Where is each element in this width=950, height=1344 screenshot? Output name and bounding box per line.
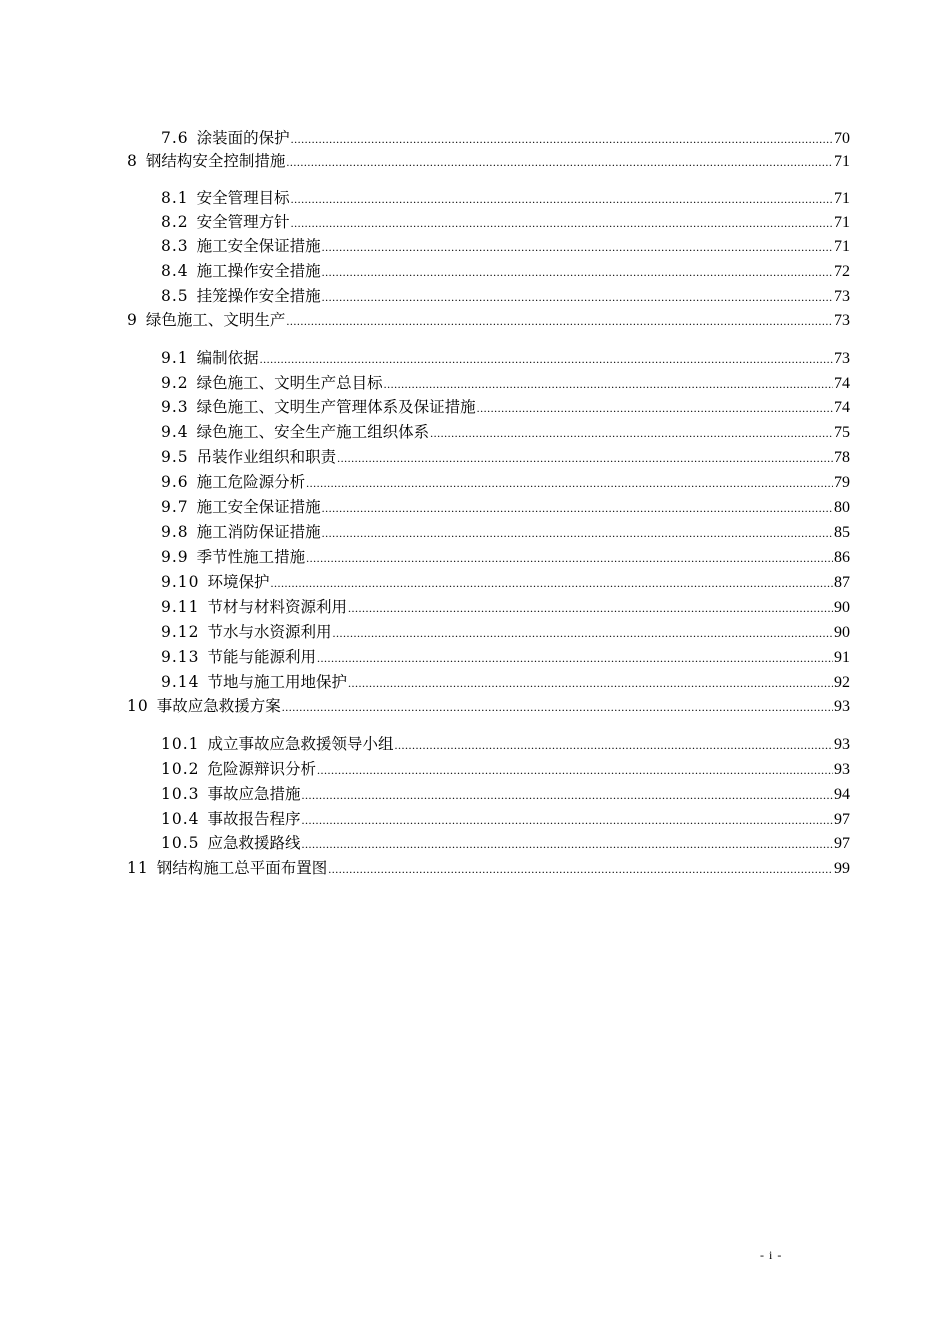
toc-dot-leader (333, 622, 833, 644)
page-number-footer: - i - (760, 1248, 783, 1262)
toc-entry-number: 9.9 (161, 548, 189, 566)
toc-entry-number: 9.12 (161, 623, 200, 641)
toc-entry-title: 事故报告程序 (207, 810, 301, 828)
toc-entry-title: 安全管理方针 (196, 213, 290, 231)
toc-entry-number: 10.1 (161, 735, 200, 753)
toc-dot-leader (348, 597, 833, 619)
toc-entry-title: 节能与能源利用 (207, 648, 317, 666)
toc-entry[interactable] (161, 621, 850, 643)
toc-entry-number: 10 (127, 697, 149, 715)
toc-entry-page: 86 (834, 549, 850, 566)
toc-entry-title: 涂装面的保护 (196, 129, 290, 147)
toc-entry[interactable] (161, 347, 850, 369)
toc-entry[interactable] (161, 571, 850, 593)
toc-entry[interactable] (161, 396, 850, 418)
toc-dot-leader (302, 809, 833, 831)
toc-entry[interactable] (161, 446, 850, 468)
toc-entry-title: 绿色施工、文明生产管理体系及保证措施 (196, 398, 476, 416)
toc-entry[interactable] (127, 857, 850, 879)
toc-entry[interactable] (161, 832, 850, 854)
toc-entry[interactable] (161, 733, 850, 755)
toc-entry[interactable] (161, 372, 850, 394)
toc-entry-page: 92 (834, 674, 850, 691)
toc-entry[interactable] (127, 695, 850, 717)
toc-entry-number: 8.4 (161, 262, 189, 280)
toc-entry[interactable] (127, 150, 850, 172)
toc-entry-number: 9.7 (161, 498, 189, 516)
toc-entry[interactable] (161, 496, 850, 518)
toc-entry-number: 10.3 (161, 785, 200, 803)
toc-entry-page: 94 (834, 786, 850, 803)
toc-entry-title: 吊装作业组织和职责 (196, 448, 337, 466)
toc-entry-title: 编制依据 (196, 349, 259, 367)
toc-entry-page: 93 (834, 761, 850, 778)
toc-dot-leader (286, 310, 833, 332)
toc-entry[interactable] (161, 546, 850, 568)
toc-entry-number: 9 (127, 311, 138, 329)
toc-entry-title: 施工安全保证措施 (196, 237, 321, 255)
toc-entry-number: 9.14 (161, 673, 200, 691)
toc-entry[interactable] (161, 808, 850, 830)
toc-entry-page: 78 (834, 449, 850, 466)
toc-entry[interactable] (161, 235, 850, 257)
toc-entry-title: 节材与材料资源利用 (207, 598, 348, 616)
toc-entry-page: 74 (834, 375, 850, 392)
toc-dot-leader (322, 497, 833, 519)
toc-dot-leader (317, 647, 833, 669)
toc-dot-leader (282, 696, 833, 718)
toc-entry-page: 93 (834, 698, 850, 715)
toc-entry[interactable] (161, 596, 850, 618)
toc-entry-number: 8.3 (161, 237, 189, 255)
toc-entry-title: 绿色施工、文明生产总目标 (196, 374, 383, 392)
toc-entry-page: 79 (834, 474, 850, 491)
toc-entry-title: 节地与施工用地保护 (207, 673, 348, 691)
toc-entry-number: 8.5 (161, 287, 189, 305)
toc-entry[interactable] (161, 421, 850, 443)
toc-entry-number: 9.6 (161, 473, 189, 491)
toc-entry[interactable] (161, 521, 850, 543)
toc-entry-page: 90 (834, 599, 850, 616)
toc-entry-title: 绿色施工、安全生产施工组织体系 (196, 423, 430, 441)
toc-dot-leader (302, 833, 833, 855)
toc-dot-leader (291, 212, 833, 234)
toc-dot-leader (477, 397, 833, 419)
toc-entry-number: 9.5 (161, 448, 189, 466)
toc-entry[interactable] (161, 127, 850, 149)
toc-entry-number: 10.2 (161, 760, 200, 778)
toc-entry-number: 9.3 (161, 398, 189, 416)
toc-entry-title: 施工消防保证措施 (196, 523, 321, 541)
toc-entry-page: 93 (834, 736, 850, 753)
toc-entry[interactable] (161, 671, 850, 693)
toc-entry-number: 10.4 (161, 810, 200, 828)
toc-entry[interactable] (161, 211, 850, 233)
toc-dot-leader (328, 858, 833, 880)
toc-entry-title: 施工操作安全措施 (196, 262, 321, 280)
toc-entry-page: 74 (834, 399, 850, 416)
toc-dot-leader (430, 422, 833, 444)
toc-dot-leader (384, 373, 833, 395)
toc-entry-number: 7.6 (161, 129, 189, 147)
toc-dot-leader (317, 759, 833, 781)
toc-entry-number: 8.2 (161, 213, 189, 231)
toc-entry-title: 事故应急救援方案 (156, 697, 281, 715)
toc-dot-leader (395, 734, 833, 756)
toc-entry-page: 91 (834, 649, 850, 666)
toc-entry[interactable] (161, 260, 850, 282)
toc-dot-leader (337, 447, 833, 469)
toc-entry-title: 钢结构施工总平面布置图 (156, 859, 328, 877)
toc-entry-page: 73 (834, 350, 850, 367)
toc-entry-number: 11 (127, 859, 149, 877)
toc-dot-leader (306, 547, 833, 569)
toc-dot-leader (348, 672, 833, 694)
toc-dot-leader (306, 472, 833, 494)
toc-entry-title: 施工危险源分析 (196, 473, 306, 491)
toc-entry-number: 9.2 (161, 374, 189, 392)
toc-dot-leader (322, 236, 833, 258)
toc-entry-page: 87 (834, 574, 850, 591)
toc-entry-number: 10.5 (161, 834, 200, 852)
toc-entry[interactable] (161, 758, 850, 780)
toc-entry[interactable] (161, 187, 850, 209)
toc-entry-page: 97 (834, 835, 850, 852)
toc-entry-page: 71 (834, 214, 850, 231)
toc-entry-page: 71 (834, 238, 850, 255)
toc-entry-number: 8.1 (161, 189, 189, 207)
toc-entry-page: 73 (834, 288, 850, 305)
toc-entry-title: 挂笼操作安全措施 (196, 287, 321, 305)
toc-entry-title: 季节性施工措施 (196, 548, 306, 566)
toc-entry-number: 9.1 (161, 349, 189, 367)
toc-entry-title: 绿色施工、文明生产 (145, 311, 286, 329)
toc-entry-number: 9.11 (161, 598, 200, 616)
toc-dot-leader (260, 348, 833, 370)
toc-dot-leader (286, 151, 833, 173)
toc-entry-page: 85 (834, 524, 850, 541)
toc-entry-page: 71 (834, 190, 850, 207)
toc-dot-leader (271, 572, 833, 594)
toc-entry-title: 应急救援路线 (207, 834, 301, 852)
toc-dot-leader (322, 286, 833, 308)
toc-entry-title: 成立事故应急救援领导小组 (207, 735, 394, 753)
toc-entry-title: 钢结构安全控制措施 (145, 152, 286, 170)
toc-dot-leader (302, 784, 833, 806)
toc-dot-leader (322, 261, 833, 283)
toc-entry[interactable] (161, 646, 850, 668)
toc-entry-title: 安全管理目标 (196, 189, 290, 207)
toc-entry[interactable] (161, 285, 850, 307)
toc-entry-number: 9.4 (161, 423, 189, 441)
toc-dot-leader (291, 188, 833, 210)
toc-dot-leader (322, 522, 833, 544)
toc-entry-page: 90 (834, 624, 850, 641)
toc-entry-number: 9.13 (161, 648, 200, 666)
toc-entry-page: 70 (834, 130, 850, 147)
toc-entry-page: 73 (834, 312, 850, 329)
toc-dot-leader (291, 128, 833, 150)
toc-entry-page: 99 (834, 860, 850, 877)
toc-entry-page: 71 (834, 153, 850, 170)
toc-entry-number: 8 (127, 152, 138, 170)
toc-entry-title: 环境保护 (207, 573, 270, 591)
toc-entry-page: 75 (834, 424, 850, 441)
toc-entry[interactable] (161, 471, 850, 493)
toc-entry-title: 施工安全保证措施 (196, 498, 321, 516)
toc-entry-page: 97 (834, 811, 850, 828)
toc-entry-title: 危险源辩识分析 (207, 760, 317, 778)
toc-entry-number: 9.8 (161, 523, 189, 541)
toc-entry-number: 9.10 (161, 573, 200, 591)
toc-entry-title: 事故应急措施 (207, 785, 301, 803)
toc-entry[interactable] (161, 783, 850, 805)
toc-entry-title: 节水与水资源利用 (207, 623, 332, 641)
toc-entry-page: 80 (834, 499, 850, 516)
toc-entry-page: 72 (834, 263, 850, 280)
toc-entry[interactable] (127, 309, 850, 331)
